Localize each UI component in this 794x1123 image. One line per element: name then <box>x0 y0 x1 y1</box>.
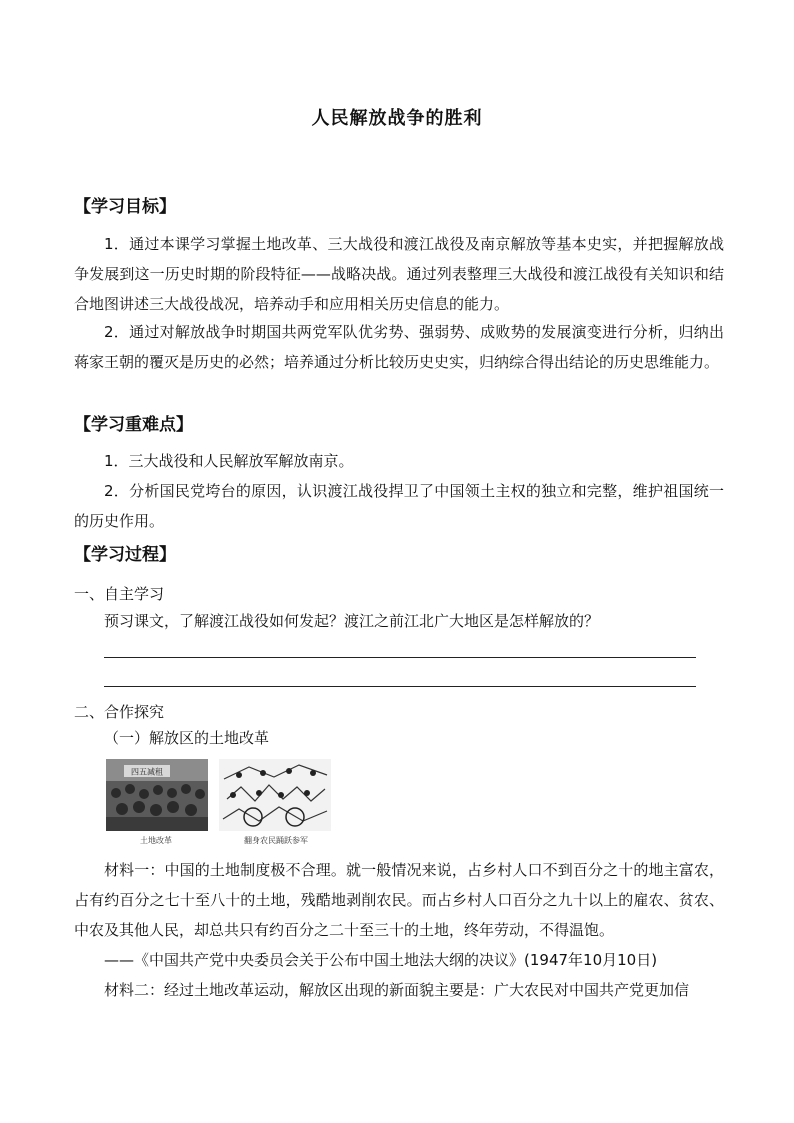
material-1: 材料一：中国的土地制度极不合理。就一般情况来说，占乡村人口不到百分之十的地主富农，占有约百分之七十至八十的土地，残酷地剥削农民。而占乡村人口百分之九十以上的雇农、贫农、中农及其他人民，却总共只有约百分之二十至三十的土地，终年劳动，不得温饱。 <box>74 861 724 939</box>
self-study-question: 预习课文，了解渡江战役如何发起？渡江之前江北广大地区是怎样解放的？ <box>104 612 600 630</box>
goal-paragraph-1: 1．通过本课学习掌握土地改革、三大战役和渡江战役及南京解放等基本史实，并把握解放战争发展到这一历史时期的阶段特征——战略决战。通过列表整理三大战役和渡江战役有关知识和结合地图讲述三大战役战况，培养动手和应用相关历史信息的能力。 <box>74 235 724 313</box>
page-title: 人民解放战争的胜利 <box>311 108 483 129</box>
answer-line-2[interactable] <box>104 686 696 687</box>
self-study-heading: 一、自主学习 <box>74 585 165 603</box>
key-points-heading: 【学习重难点】 <box>74 415 193 435</box>
answer-line-1[interactable] <box>104 657 696 658</box>
goals-heading: 【学习目标】 <box>74 197 176 217</box>
process-heading: 【学习过程】 <box>74 545 176 565</box>
banner-text: 四五减租 <box>131 767 163 777</box>
goal-paragraph-2: 2．通过对解放战争时期国共两党军队优劣势、强弱势、成败势的发展演变进行分析，归纳出蒋家王朝的覆灭是历史的必然；培养通过分析比较历史史实，归纳综合得出结论的历史思维能力。 <box>74 323 724 371</box>
material-1-source: ——《中国共产党中央委员会关于公布中国土地法大纲的决议》(1947年10月10日) <box>104 951 658 969</box>
key-point-2: 2．分析国民党垮台的原因，认识渡江战役捍卫了中国领土主权的独立和完整，维护祖国统一的历史作用。 <box>74 482 724 530</box>
material-2: 材料二：经过土地改革运动，解放区出现的新面貌主要是：广大农民对中国共产党更加信 <box>104 981 690 999</box>
photo-caption-2: 翻身农民踊跃参军 <box>244 836 308 845</box>
crowd-photo-illustration <box>106 759 208 831</box>
key-point-1: 1．三大战役和人民解放军解放南京。 <box>104 452 354 470</box>
cooperation-heading: 二、合作探究 <box>74 703 165 721</box>
photo-caption-1: 土地改革 <box>140 836 172 845</box>
subsection-title: （一）解放区的土地改革 <box>104 729 270 747</box>
woodcut-illustration <box>219 759 331 831</box>
land-reform-photo <box>106 759 208 831</box>
peasants-enlist-illustration <box>219 759 331 831</box>
